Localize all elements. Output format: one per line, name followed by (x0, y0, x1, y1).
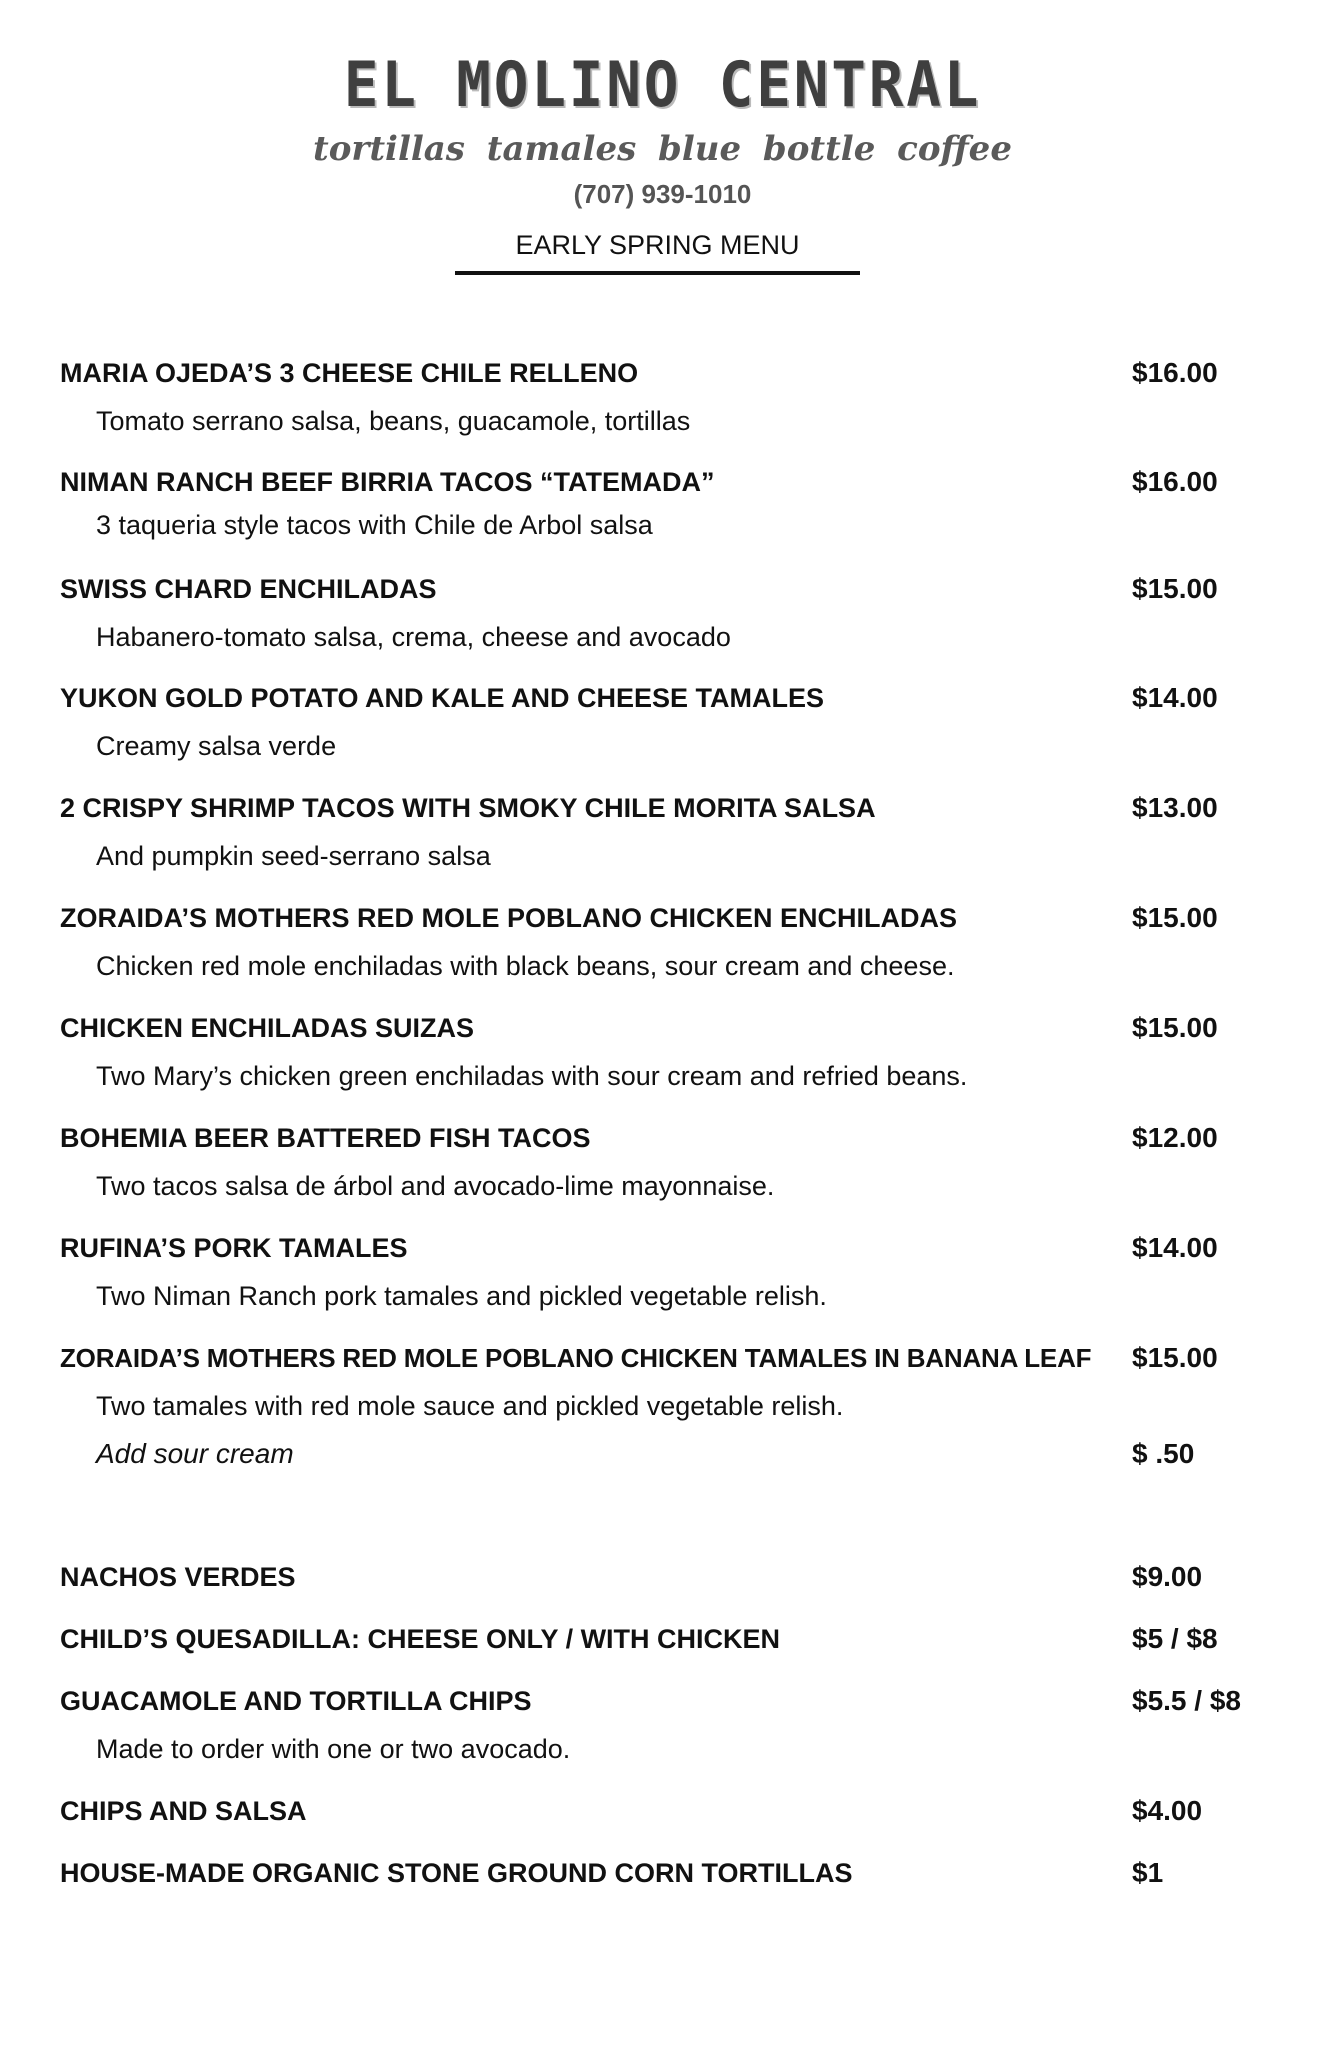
menu-item-description: Habanero-tomato salsa, crema, cheese and avocado (96, 622, 731, 652)
menu-item-price: $14.00 (1132, 682, 1218, 713)
menu-item-description: 3 taqueria style tacos with Chile de Arbol salsa (96, 510, 653, 540)
menu-item-price: $15.00 (1132, 1012, 1218, 1043)
side-item-name: CHILD’S QUESADILLA: CHEESE ONLY / WITH CHICKEN (60, 1624, 781, 1654)
menu-item-name: MARIA OJEDA’S 3 CHEESE CHILE RELLENO (60, 358, 639, 388)
menu-item-description: Creamy salsa verde (96, 731, 337, 761)
menu-item-name: CHICKEN ENCHILADAS SUIZAS (60, 1013, 475, 1043)
menu-item-name: SWISS CHARD ENCHILADAS (60, 574, 437, 604)
menu-item (60, 1008, 1265, 1096)
side-item-price: $5.5 / $8 (1132, 1685, 1241, 1716)
side-item-name: NACHOS VERDES (60, 1562, 296, 1592)
menu-item (60, 1118, 1265, 1206)
menu-item (60, 1228, 1265, 1316)
menu-item-name: 2 CRISPY SHRIMP TACOS WITH SMOKY CHILE MORITA SALSA (60, 793, 876, 823)
menu-item-name: RUFINA’S PORK TAMALES (60, 1233, 408, 1263)
menu-item-name: NIMAN RANCH BEEF BIRRIA TACOS “TATEMADA” (60, 467, 715, 497)
restaurant-phone: (707) 939-1010 (573, 179, 752, 209)
menu-title: EARLY SPRING MENU (455, 230, 860, 275)
restaurant-tagline: tortillas tamales blue bottle coffee (313, 129, 1012, 169)
side-item-name: GUACAMOLE AND TORTILLA CHIPS (60, 1686, 532, 1716)
menu-item-name: ZORAIDA’S MOTHERS RED MOLE POBLANO CHICKEN TAMALES IN BANANA LEAF (60, 1343, 1092, 1373)
menu-item-description: Chicken red mole enchiladas with black beans, sour cream and cheese. (96, 951, 955, 981)
side-item-name: CHIPS AND SALSA (60, 1796, 307, 1826)
side-item-name: HOUSE-MADE ORGANIC STONE GROUND CORN TORTILLAS (60, 1858, 853, 1888)
side-item-description: Made to order with one or two avocado. (96, 1734, 571, 1764)
addon-name: Add sour cream (96, 1438, 294, 1469)
menu-item-price: $15.00 (1132, 902, 1218, 933)
menu-item-description: Two tacos salsa de árbol and avocado-lime mayonnaise. (96, 1171, 775, 1201)
restaurant-logo: EL MOLINO CENTRAL (343, 48, 982, 121)
addon-price: $ .50 (1132, 1438, 1195, 1469)
menu-item (60, 788, 1265, 876)
side-item-price: $4.00 (1132, 1795, 1203, 1826)
side-item (60, 1681, 1265, 1769)
side-item (60, 1557, 1265, 1597)
side-item (60, 1619, 1265, 1659)
menu-item-price: $12.00 (1132, 1122, 1218, 1153)
menu-header (0, 50, 1325, 212)
menu-item-price: $16.00 (1132, 357, 1218, 388)
menu-item-description: Two Mary’s chicken green enchiladas with sour cream and refried beans. (96, 1061, 968, 1091)
menu-item-price: $15.00 (1132, 573, 1218, 604)
side-item-price: $9.00 (1132, 1561, 1203, 1592)
side-item (60, 1853, 1265, 1893)
menu-item (60, 462, 1265, 545)
side-item-price: $1 (1132, 1857, 1164, 1888)
menu-item-price: $13.00 (1132, 792, 1218, 823)
menu-item-name: YUKON GOLD POTATO AND KALE AND CHEESE TAMALES (60, 683, 825, 713)
menu-item (60, 353, 1265, 441)
menu-item-price: $15.00 (1132, 1342, 1218, 1373)
menu-item-price: $16.00 (1132, 466, 1218, 497)
menu-item-description: And pumpkin seed-serrano salsa (96, 841, 491, 871)
menu-item (60, 1338, 1265, 1426)
menu-item-description: Two Niman Ranch pork tamales and pickled vegetable relish. (96, 1281, 827, 1311)
menu-item-name: BOHEMIA BEER BATTERED FISH TACOS (60, 1123, 591, 1153)
side-item-price: $5 / $8 (1132, 1623, 1218, 1654)
menu-item (60, 898, 1265, 986)
menu-item-name: ZORAIDA’S MOTHERS RED MOLE POBLANO CHICKEN ENCHILADAS (60, 903, 958, 933)
side-item (60, 1791, 1265, 1831)
menu-item-price: $14.00 (1132, 1232, 1218, 1263)
menu-item (60, 569, 1265, 657)
menu-item (60, 678, 1265, 766)
menu-addon (96, 1434, 1265, 1474)
menu-item-description: Two tamales with red mole sauce and pickled vegetable relish. (96, 1391, 844, 1421)
menu-item-description: Tomato serrano salsa, beans, guacamole, tortillas (96, 406, 691, 436)
